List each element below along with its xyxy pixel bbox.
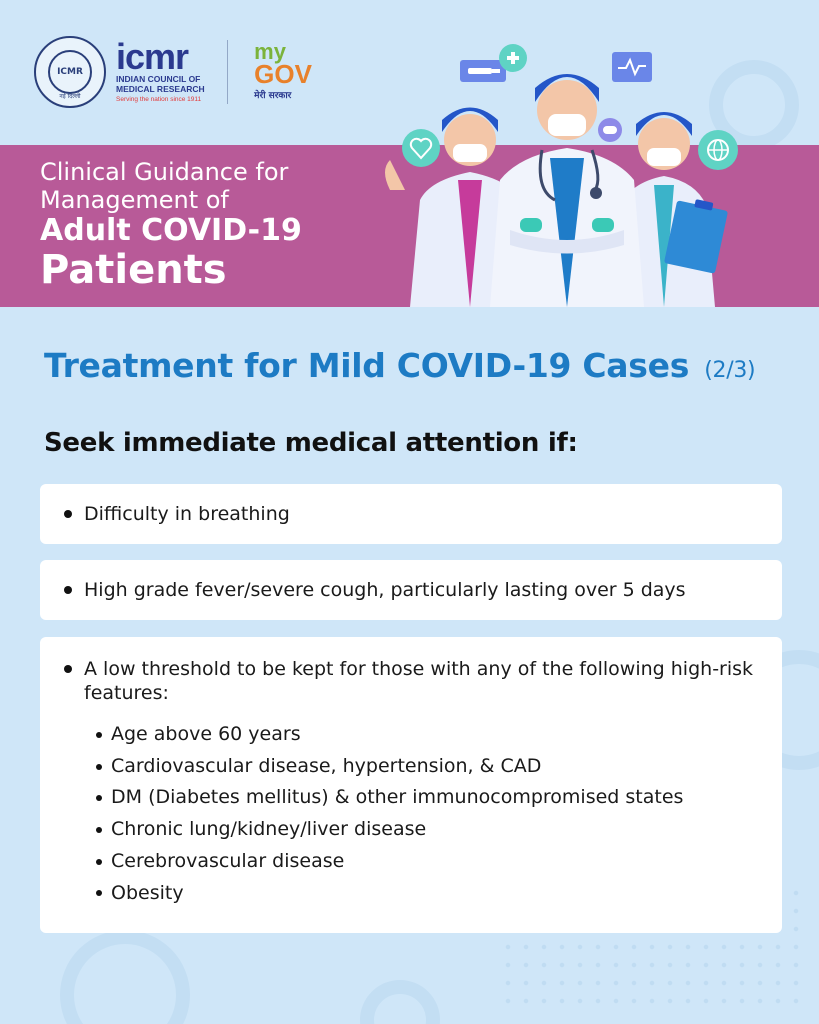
mygov-my: my: [254, 39, 286, 64]
bullet-icon: [96, 827, 102, 833]
icmr-full-line1: INDIAN COUNCIL OF: [116, 74, 201, 84]
risk-item-text: DM (Diabetes mellitus) & other immunocompromised states: [111, 786, 684, 809]
virus-decoration: [360, 980, 440, 1024]
risk-item: [96, 878, 683, 910]
symptom-card: [40, 484, 782, 544]
banner-title: [40, 158, 302, 292]
doctor-center: [490, 74, 644, 307]
mygov-gov: GOV: [254, 59, 312, 89]
emblem-text: ICMR: [48, 50, 92, 94]
bullet-icon: [96, 795, 102, 801]
page-indicator: (2/3): [704, 358, 756, 383]
bullet-icon: [96, 764, 102, 770]
risk-item: [96, 846, 683, 878]
bullet-icon: [64, 586, 72, 594]
list-item-text: A low threshold to be kept for those with any of the following high-risk features:: [84, 658, 754, 704]
sub-heading: Seek immediate medical attention if:: [44, 428, 578, 458]
logo-divider: [227, 40, 229, 104]
icmr-wordmark: icmr: [116, 36, 189, 77]
risk-item-text: Cerebrovascular disease: [111, 849, 345, 872]
banner-line4: Patients: [40, 247, 227, 293]
risk-item: [96, 751, 683, 783]
icmr-tagline: Serving the nation since 1911: [116, 96, 202, 103]
risk-item: [96, 782, 683, 814]
emblem-ring-text: नई दिल्ली: [59, 92, 81, 100]
icmr-full-line2: MEDICAL RESEARCH: [116, 84, 205, 94]
header-logos: [34, 34, 312, 109]
virus-decoration: [60, 930, 190, 1024]
plus-icon: [499, 44, 527, 72]
bullet-icon: [64, 510, 72, 518]
bullet-icon: [96, 859, 102, 865]
risk-item: [96, 814, 683, 846]
icmr-logo: [116, 36, 205, 103]
main-heading-text: Treatment for Mild COVID-19 Cases: [44, 346, 690, 385]
main-heading: [44, 346, 755, 385]
syringe-icon: [460, 60, 506, 82]
risk-item-text: Obesity: [111, 881, 184, 904]
list-item: [64, 657, 764, 705]
risk-item: [96, 719, 683, 751]
mygov-logo: [254, 39, 312, 101]
mygov-subtitle: मेरी सरकार: [254, 91, 292, 101]
symptom-card: [40, 560, 782, 620]
pill-icon: [598, 118, 622, 142]
bullet-icon: [64, 665, 72, 673]
risk-item-text: Age above 60 years: [111, 723, 301, 745]
risk-item-text: Chronic lung/kidney/liver disease: [111, 818, 427, 841]
list-item-text: Difficulty in breathing: [84, 503, 290, 525]
globe-icon: [698, 130, 738, 170]
doctors-illustration: [370, 40, 750, 307]
list-item-text: High grade fever/severe cough, particularly lasting over 5 days: [84, 579, 686, 601]
risk-item-text: Cardiovascular disease, hypertension, & CAD: [111, 754, 542, 777]
banner-line1: Clinical Guidance for: [40, 158, 289, 186]
banner-line3: Adult COVID-19: [40, 213, 302, 248]
emblem-icon: [34, 36, 106, 108]
high-risk-list: [96, 719, 683, 909]
list-item: [64, 578, 686, 602]
list-item: [64, 502, 290, 526]
banner-line2: Management of: [40, 186, 229, 214]
bullet-icon: [96, 732, 102, 738]
bullet-icon: [96, 890, 102, 896]
heart-icon: [402, 129, 440, 167]
heartbeat-icon: [612, 52, 652, 82]
risk-card: [40, 637, 782, 933]
